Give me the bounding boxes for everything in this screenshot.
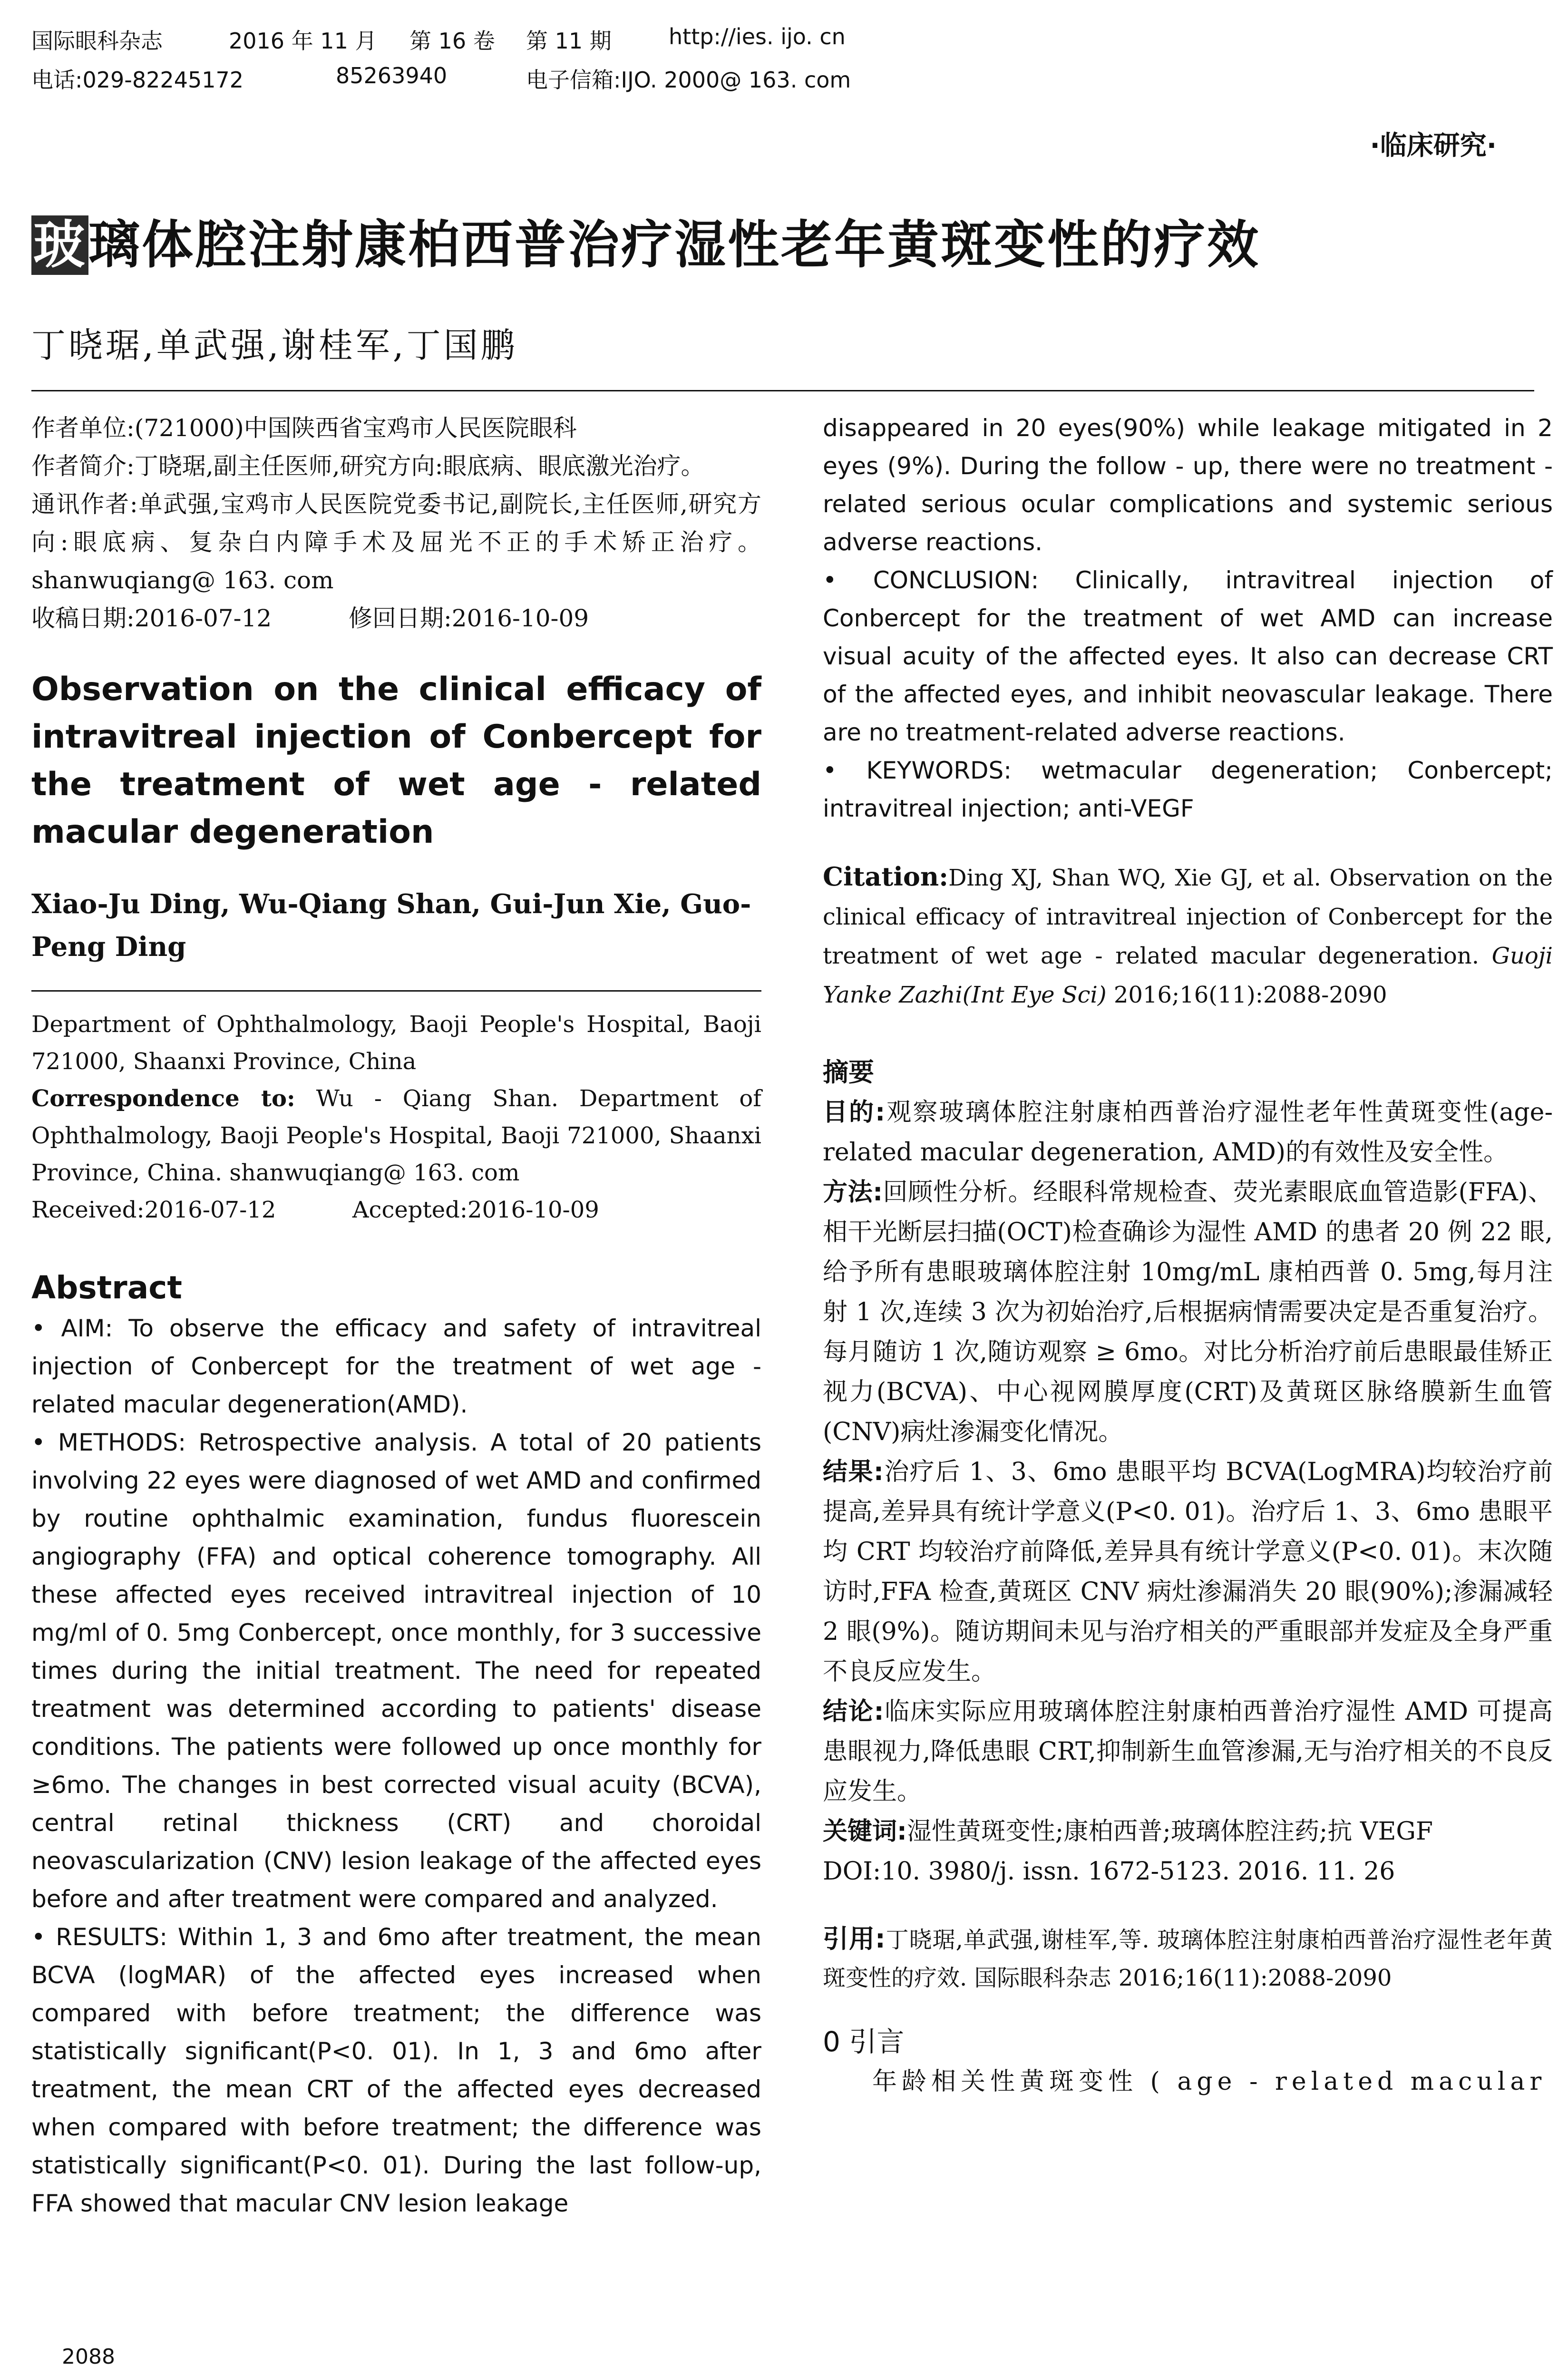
- citation-cn: [823, 1920, 1553, 1997]
- title-rest: 璃体腔注射康柏西普治疗湿性老年黄斑变性的疗效: [88, 215, 1261, 275]
- abstract-aim: • AIM: To observe the efficacy and safety of intravitreal injection of Conbercept for the treatment of wet age - related macular degeneration(AMD).: [31, 1315, 761, 1418]
- volume: 第 16 卷: [409, 28, 495, 54]
- abstract-heading: Abstract: [31, 1269, 182, 1306]
- abstract-en-left: [31, 1309, 761, 2222]
- page-number: 2088: [62, 2345, 115, 2369]
- citation-label: Citation:: [823, 861, 949, 892]
- left-column: [31, 409, 761, 2222]
- affiliation-en: [31, 1006, 761, 1228]
- authors-cn: 丁晓琚,单武强,谢桂军,丁国鹏: [31, 325, 518, 365]
- correspondence-text: Wu - Qiang Shan. Department of Ophthalmology, Baoji People's Hospital, Baoji 721000, Shaanxi Province, China. shanwuqiang@ 163. com: [31, 1085, 762, 1186]
- journal-name: 国际眼科杂志: [31, 28, 163, 54]
- corresponding-author-cn: 通讯作者:单武强,宝鸡市人民医院党委书记,副院长,主任医师,研究方向:眼底病、复杂白内障手术及屈光不正的手术矫正治疗。shanwuqiang@ 163. com: [31, 490, 761, 594]
- abstract-cn: [823, 1092, 1553, 1891]
- abstract-keywords: • KEYWORDS: wetmacular degeneration; Conbercept; intravitreal injection; anti-VEGF: [823, 757, 1553, 822]
- received-date-cn: 收稿日期:2016-07-12: [31, 604, 272, 632]
- abstract-conclusion: • CONCLUSION: Clinically, intravitreal injection of Conbercept for the treatment of wet AMD can increase visual acuity of the affected eyes. It also can decrease CRT of the affected eyes, and inhibit neovascular leakage. There are no treatment-related adverse reactions.: [823, 566, 1553, 746]
- abstract-results-part2: disappeared in 20 eyes(90%) while leakage mitigated in 2 eyes (9%). During the follow - up, there were no treatment - related serious ocular complications and systemic serious adverse reactions.: [823, 414, 1553, 556]
- conclusion-text-cn: 临床实际应用玻璃体腔注射康柏西普治疗湿性 AMD 可提高患眼视力,降低患眼 CRT,抑制新生血管渗漏,无与治疗相关的不良反应发生。: [823, 1697, 1553, 1806]
- article-title-cn: [31, 204, 1260, 277]
- abstract-en-right: [823, 409, 1553, 828]
- journal-url[interactable]: http://ies. ijo. cn: [669, 24, 846, 49]
- correspondence-label: Correspondence to:: [31, 1085, 295, 1112]
- methods-text-cn: 回顾性分析。经眼科常规检查、荧光素眼底血管造影(FFA)、相干光断层扫描(OCT)检查确诊为湿性 AMD 的患者 20 例 22 眼,给予所有患眼玻璃体腔注射 10mg/mL 康柏西普 0. 5mg,每月注射 1 次,连续 3 次为初始治疗,后根据病情需要决定是否重复治疗。每月随访 1 次,随访观察 ≥ 6mo。对比分析治疗前后患眼最佳矫正视力(BCVA)、中心视网膜厚度(CRT)及黄斑区脉络膜新生血管(CNV)病灶渗漏变化情况。: [823, 1178, 1553, 1446]
- dates-cn: [31, 599, 761, 637]
- phone-2: 85263940: [336, 63, 448, 88]
- header-rule: [31, 390, 1534, 391]
- department-en: Department of Ophthalmology, Baoji People's Hospital, Baoji 721000, Shaanxi Province, China: [31, 1011, 761, 1075]
- aim-label-cn: 目的:: [823, 1098, 886, 1127]
- abstract-cn-heading: 摘要: [823, 1057, 874, 1087]
- abstract-results-part1: • RESULTS: Within 1, 3 and 6mo after treatment, the mean BCVA (logMAR) of the affected eyes increased when compared with before treatment; the difference was statistically significant(P<0. 01). In 1, 3 and 6mo after treatment, the mean CRT of the affected eyes decreased when compared with before treatment; the difference was statistically significant(P<0. 01). During the last follow-up, FFA showed that macular CNV lesion leakage: [31, 1923, 761, 2217]
- phone: 电话:029-82245172: [31, 67, 244, 93]
- revised-date-cn: 修回日期:2016-10-09: [348, 604, 589, 632]
- author-unit: 作者单位:(721000)中国陕西省宝鸡市人民医院眼科: [31, 414, 577, 442]
- abstract-cn-aim: [823, 1092, 1553, 1172]
- intro-first-line: 年龄相关性黄斑变性 ( age - related macular: [872, 2067, 1547, 2096]
- abstract-cn-results: [823, 1452, 1553, 1692]
- doi[interactable]: DOI:10. 3980/j. issn. 1672-5123. 2016. 11. 26: [823, 1857, 1395, 1886]
- affiliation-rule: [31, 990, 761, 992]
- citation-cn-text: 丁晓琚,单武强,谢桂军,等. 玻璃体腔注射康柏西普治疗湿性老年黄斑变性的疗效. 国际眼科杂志 2016;16(11):2088-2090: [823, 1927, 1553, 1991]
- author-bio: 作者简介:丁晓琚,副主任医师,研究方向:眼底病、眼底激光治疗。: [31, 452, 705, 480]
- aim-text-cn: 观察玻璃体腔注射康柏西普治疗湿性老年性黄斑变性(age-related macular degeneration, AMD)的有效性及安全性。: [823, 1098, 1553, 1167]
- keywords-label-cn: 关键词:: [823, 1817, 907, 1846]
- received-date-en: Received:2016-07-12: [31, 1197, 276, 1223]
- title-first-char: 玻: [31, 215, 88, 275]
- dates-en: [31, 1191, 761, 1228]
- abstract-cn-keywords: [823, 1812, 1553, 1851]
- citation-cn-label: 引用:: [823, 1924, 886, 1954]
- issue-date: 2016 年 11 月: [229, 28, 377, 54]
- authors-en: Xiao-Ju Ding, Wu-Qiang Shan, Gui-Jun Xie, Guo-Peng Ding: [31, 888, 751, 963]
- section-label: ·临床研究·: [1370, 130, 1497, 161]
- right-column: [823, 409, 1553, 2102]
- citation-en: [823, 857, 1553, 1014]
- article-title-en: Observation on the clinical efficacy of intravitreal injection of Conbercept for the treatment of wet age - related macular degeneration: [31, 671, 761, 851]
- citation-tail: 2016;16(11):2088-2090: [1106, 982, 1387, 1008]
- accepted-date-en: Accepted:2016-10-09: [352, 1197, 599, 1223]
- issue: 第 11 期: [526, 28, 612, 54]
- correspondence-en: [31, 1080, 761, 1191]
- results-text-cn: 治疗后 1、3、6mo 患眼平均 BCVA(LogMRA)均较治疗前提高,差异具有统计学意义(P<0. 01)。治疗后 1、3、6mo 患眼平均 CRT 均较治疗前降低,差异具有统计学意义(P<0. 01)。末次随访时,FFA 检查,黄斑区 CNV 病灶渗漏消失 20 眼(90%);渗漏减轻 2 眼(9%)。随访期间未见与治疗相关的严重眼部并发症及全身严重不良反应发生。: [823, 1458, 1553, 1686]
- conclusion-label-cn: 结论:: [823, 1697, 884, 1726]
- keywords-text-cn: 湿性黄斑变性;康柏西普;玻璃体腔注药;抗 VEGF: [906, 1817, 1433, 1846]
- abstract-cn-methods: [823, 1172, 1553, 1452]
- methods-label-cn: 方法:: [823, 1178, 883, 1207]
- abstract-cn-conclusion: [823, 1692, 1553, 1812]
- abstract-methods: • METHODS: Retrospective analysis. A total of 20 patients involving 22 eyes were diagnosed of wet AMD and confirmed by routine ophthalmic examination, fundus fluorescein angiography (FFA) and optical coherence tomography. All these affected eyes received intravitreal injection of 10 mg/ml of 0. 5mg Conbercept, once monthly, for 3 successive times during the initial treatment. The need for repeated treatment was determined according to patients' disease conditions. The patients were followed up once monthly for ≥6mo. The changes in best corrected visual acuity (BCVA), central retinal thickness (CRT) and choroidal neovascularization (CNV) lesion leakage of the affected eyes before and after treatment were compared and analyzed.: [31, 1429, 761, 1913]
- intro-heading: 0 引言: [823, 2026, 905, 2058]
- citation-text: Ding XJ, Shan WQ, Xie GJ, et al. Observation on the clinical efficacy of intravitreal injection of Conbercept for the treatment of wet age - related macular degeneration.: [823, 865, 1553, 969]
- email[interactable]: 电子信箱:IJO. 2000@ 163. com: [526, 67, 851, 93]
- author-info-cn: [31, 409, 761, 637]
- results-label-cn: 结果:: [823, 1458, 884, 1486]
- citation-journal: Guoji Yanke Zazhi(Int Eye Sci): [823, 943, 1553, 1008]
